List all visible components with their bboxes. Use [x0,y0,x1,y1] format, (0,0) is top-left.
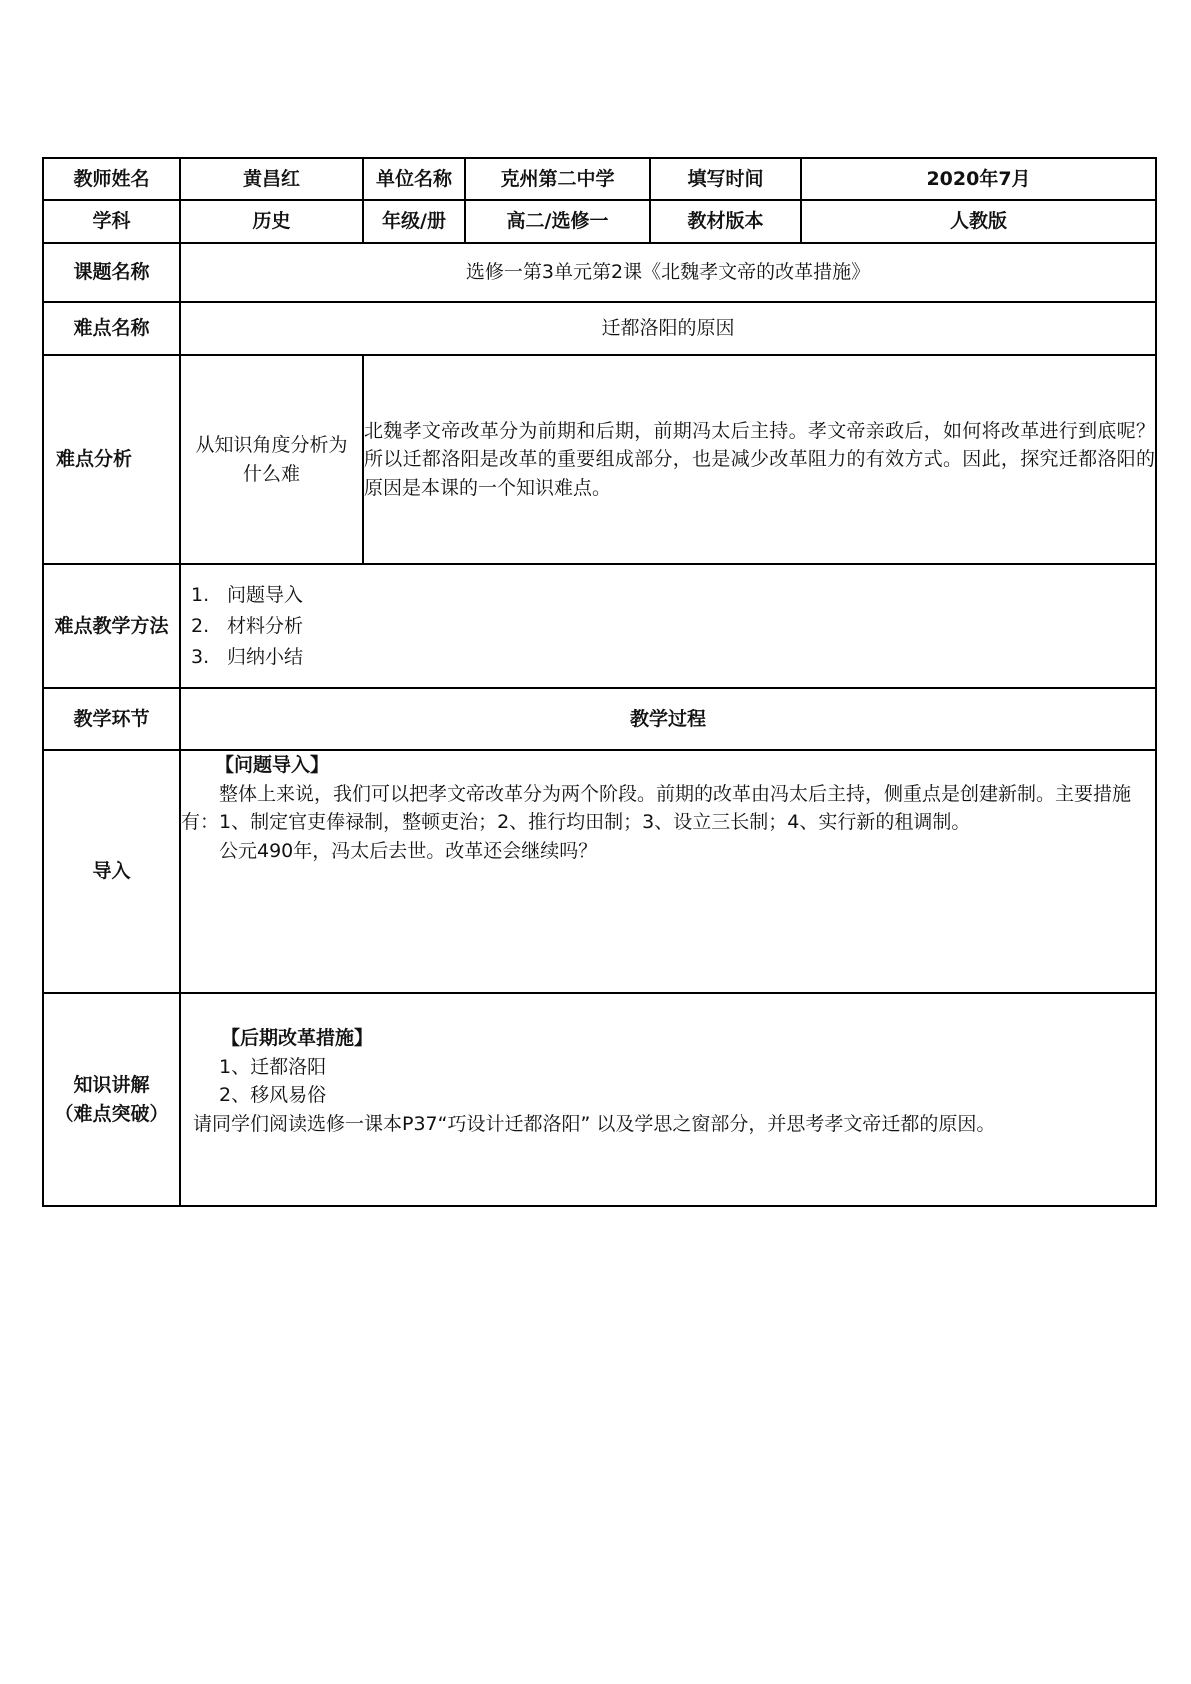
subject-value: 历史 [180,200,363,243]
process-header-row [43,688,1156,750]
intro-paragraph-1: 整体上来说，我们可以把孝文帝改革分为两个阶段。前期的改革由冯太后主持，侧重点是创建新制。主要措施有：1、制定官吏俸禄制，整顿吏治；2、推行均田制；3、设立三长制；4、实行新的租调制。 [181,782,1132,833]
grade-value: 高二/选修一 [465,200,650,243]
analysis-row [43,355,1156,564]
topic-value: 选修一第3单元第2课《北魏孝文帝的改革措施》 [180,243,1156,302]
date-label: 填写时间 [650,158,801,200]
knowledge-item-2: 2、移风易俗 [219,1084,327,1106]
intro-paragraph-2: 公元490年，冯太后去世。改革还会继续吗？ [219,839,598,862]
knowledge-prompt: 请同学们阅读选修一课本P37“巧设计迁都洛阳” 以及学思之窗部分，并思考孝文帝迁都的原因。 [193,1112,996,1135]
knowledge-heading: 【后期改革措施】 [221,1027,374,1049]
difficulty-label: 难点名称 [43,302,180,355]
methods-label: 难点教学方法 [43,564,180,688]
topic-label: 课题名称 [43,243,180,302]
header-row-2 [43,200,1156,243]
process-title: 教学过程 [180,688,1156,750]
subject-label: 学科 [43,200,180,243]
knowledge-cell [180,993,1156,1206]
difficulty-value: 迁都洛阳的原因 [180,302,1156,355]
intro-label: 导入 [43,750,180,993]
analysis-text: 北魏孝文帝改革分为前期和后期，前期冯太后主持。孝文帝亲政后，如何将改革进行到底呢？所以迁都洛阳是改革的重要组成部分，也是减少改革阻力的有效方式。因此，探究迁都洛阳的原因是本课的一个知识难点。 [363,355,1156,564]
knowledge-item-1: 1、迁都洛阳 [219,1055,327,1078]
methods-cell [180,564,1156,688]
process-stage-label: 教学环节 [43,688,180,750]
date-value: 2020年7月 [801,158,1156,200]
intro-heading: 【问题导入】 [215,754,330,776]
topic-row [43,243,1156,302]
unit-label: 单位名称 [363,158,465,200]
analysis-sub-label: 从知识角度分析为什么难 [180,355,363,564]
intro-cell [180,750,1156,993]
knowledge-label: 知识讲解 （难点突破） [43,993,180,1206]
knowledge-row [43,993,1156,1206]
unit-value: 克州第二中学 [465,158,650,200]
intro-row [43,750,1156,993]
list-item: 3. 归纳小结 [191,645,304,668]
list-item: 1. 问题导入 [191,583,304,606]
difficulty-row [43,302,1156,355]
lesson-plan-table [42,157,1157,1207]
textbook-label: 教材版本 [650,200,801,243]
teacher-label: 教师姓名 [43,158,180,200]
header-row-1 [43,158,1156,200]
textbook-value: 人教版 [801,200,1156,243]
methods-list [181,576,1155,677]
teacher-value: 黄昌红 [180,158,363,200]
list-item: 2. 材料分析 [191,614,304,637]
methods-row [43,564,1156,688]
analysis-label: 难点分析 [43,355,180,564]
grade-label: 年级/册 [363,200,465,243]
